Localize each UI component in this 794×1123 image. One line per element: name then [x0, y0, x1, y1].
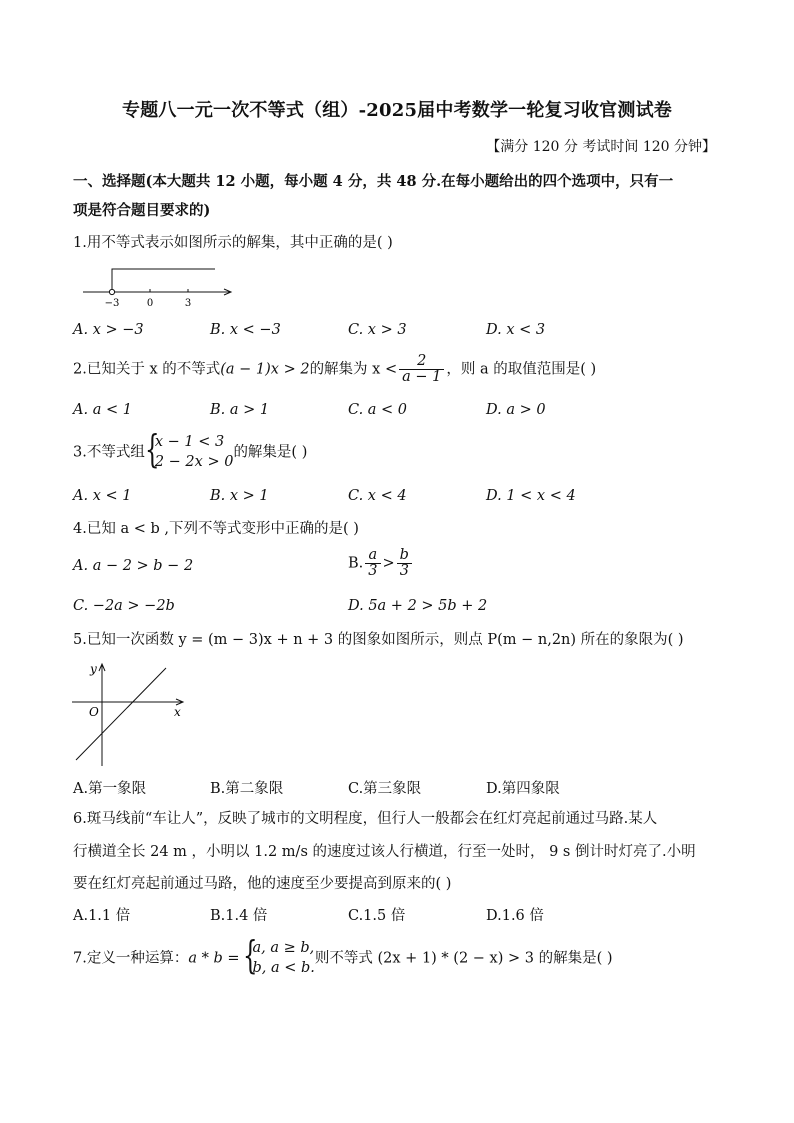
q1-option-b: B. x < −3: [210, 322, 281, 338]
q2-option-a: A. a < 1: [73, 402, 132, 418]
section-heading-line-1: 一、选择题(本大题共 12 小题，每小题 4 分，共 48 分.在每小题给出的四个选项中，只有一: [73, 173, 674, 190]
q3-option-d: D. 1 < x < 4: [486, 488, 576, 504]
q4-option-c: C. −2a > −2b: [73, 598, 175, 614]
q4-option-a: A. a − 2 > b − 2: [73, 558, 194, 574]
q2-fraction-numerator: 2: [399, 354, 444, 370]
page-title: 专题八一元一次不等式（组）-2025届中考数学一轮复习收官测试卷: [122, 100, 672, 121]
q6-stem-line-1: 6.斑马线前“车让人”，反映了城市的文明程度，但行人一般都会在红灯亮起前通过马路.某人: [73, 811, 658, 827]
q1-number-line-figure: [80, 262, 240, 310]
q3-option-b: B. x > 1: [210, 488, 269, 504]
q2-stem-part-c: ，则 a 的取值范围是( ): [446, 361, 597, 378]
q4-option-b-denominator-a: 3: [368, 563, 378, 580]
q2-stem-part-b: 的解集为 x <: [309, 361, 398, 378]
q5-option-b: B.第二象限: [210, 781, 284, 797]
q6-option-b: B.1.4 倍: [210, 908, 268, 924]
q7-stem-part-a: 7.定义一种运算：: [73, 950, 189, 967]
q2-fraction-denominator: a − 1: [402, 369, 442, 386]
q3-system-row-2: 2 − 2x > 0: [154, 454, 234, 471]
q1-stem: 1.用不等式表示如图所示的解集，其中正确的是( ): [73, 235, 393, 251]
q6-option-a: A.1.1 倍: [73, 908, 131, 924]
section-heading-line-2: 项是符合题目要求的): [73, 202, 211, 219]
q7-case-2: b, a < b.: [252, 960, 315, 977]
q3-stem-part-b: 的解集是( ): [233, 444, 308, 461]
q2-stem-part-a: 2.已知关于 x 的不等式: [73, 361, 221, 378]
q2-fraction: [399, 354, 444, 385]
q3-stem-part-a: 3.不等式组: [73, 444, 145, 461]
tick-label-neg3: −3: [104, 298, 120, 309]
q2-option-c: C. a < 0: [348, 402, 408, 418]
exam-meta: 【满分 120 分 考试时间 120 分钟】: [486, 139, 716, 155]
q4-option-b: [348, 548, 414, 579]
q6-option-d: D.1.6 倍: [486, 908, 544, 924]
q3-system-row-1: x − 1 < 3: [154, 434, 225, 450]
q7-case-1: a, a ≥ b,: [252, 940, 315, 956]
q5-option-d: D.第四象限: [486, 781, 560, 797]
q4-option-b-fraction-a: [365, 548, 380, 579]
q3-option-a: A. x < 1: [73, 488, 132, 504]
q7-left-brace: {: [242, 933, 258, 977]
y-axis-label: y: [90, 662, 97, 676]
q7-piecewise-definition: [242, 933, 315, 979]
q7-stem: [73, 933, 613, 979]
q1-option-c: C. x > 3: [348, 322, 407, 338]
q4-stem: 4.已知 a < b ,下列不等式变形中正确的是( ): [73, 521, 359, 537]
q4-option-b-denominator-b: 3: [399, 563, 409, 580]
tick-label-0: 0: [146, 298, 154, 309]
q3-inequality-system: [144, 427, 234, 473]
q4-option-b-label: B.: [348, 555, 364, 572]
tick-label-3: 3: [184, 298, 192, 309]
q6-stem-line-2: 行横道全长 24 m ，小明以 1.2 m/s 的速度过该人行横道，行至一处时， 9 s 倒计时灯亮了.小明: [73, 844, 696, 860]
q2-stem: [73, 354, 596, 385]
q5-option-c: C.第三象限: [348, 781, 422, 797]
q6-stem-line-3: 要在红灯亮起前通过马路，他的速度至少要提高到原来的( ): [73, 876, 452, 892]
q4-option-d: D. 5a + 2 > 5b + 2: [348, 598, 488, 614]
q3-left-brace: {: [144, 427, 160, 471]
q2-inequality: (a − 1)x > 2: [220, 361, 310, 378]
q5-option-a: A.第一象限: [73, 781, 147, 797]
q4-option-b-numerator-a: a: [365, 548, 380, 564]
q5-linear-function-graph: [70, 660, 190, 770]
q5-stem: 5.已知一次函数 y = (m − 3)x + n + 3 的图象如图所示，则点 P(m − n,2n) 所在的象限为( ): [73, 632, 684, 648]
q4-option-b-operator: >: [382, 555, 395, 572]
q4-option-b-numerator-b: b: [397, 548, 412, 564]
q7-stem-part-b: 则不等式 (2x + 1) * (2 − x) > 3 的解集是( ): [314, 950, 613, 967]
q2-option-b: B. a > 1: [210, 402, 270, 418]
q7-operation: a * b =: [188, 950, 240, 967]
solution-set-bracket: [112, 269, 215, 292]
q6-option-c: C.1.5 倍: [348, 908, 406, 924]
q3-option-c: C. x < 4: [348, 488, 407, 504]
origin-label: O: [89, 705, 99, 719]
x-axis-label: x: [174, 705, 181, 719]
q3-stem: [73, 427, 308, 473]
open-endpoint: [109, 289, 114, 294]
q4-option-b-fraction-b: [397, 548, 412, 579]
q1-option-a: A. x > −3: [73, 322, 144, 338]
q1-option-d: D. x < 3: [486, 322, 546, 338]
q2-option-d: D. a > 0: [486, 402, 546, 418]
